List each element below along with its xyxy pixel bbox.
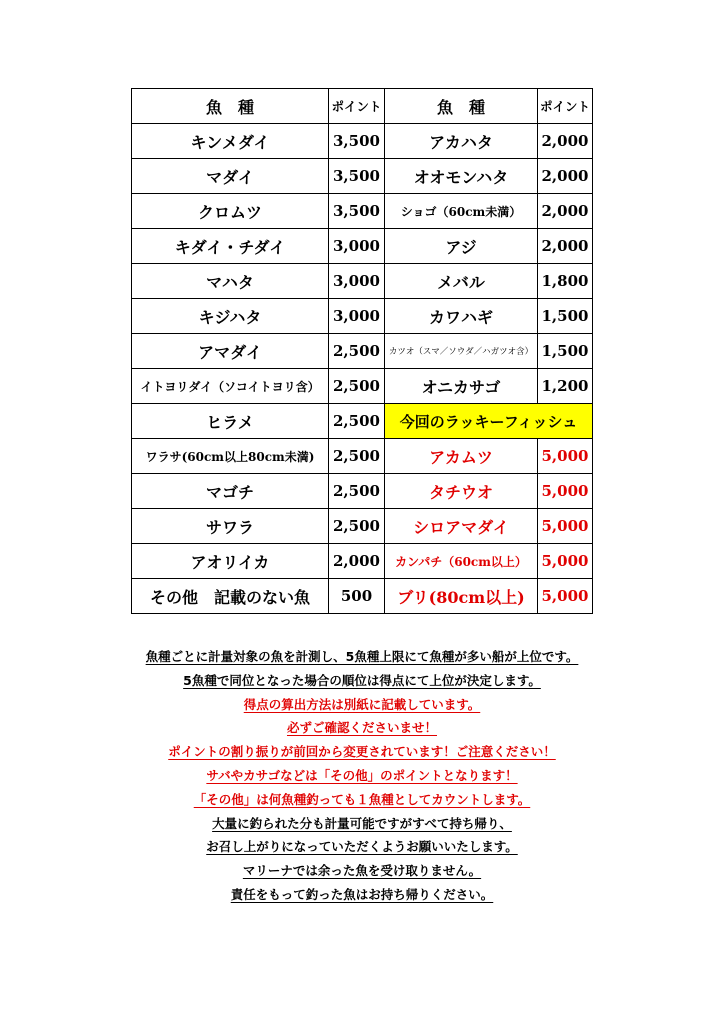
fish-name: カツオ（スマ／ソウダ／ハガツオ含） xyxy=(385,334,538,369)
lucky-fish-title: 今回のラッキーフィッシュ xyxy=(385,404,593,439)
table-row xyxy=(132,334,593,369)
table-row xyxy=(132,194,593,229)
fish-name: マゴチ xyxy=(132,474,329,509)
fish-points: 3,500 xyxy=(329,124,385,159)
lucky-fish-points: 5,000 xyxy=(538,474,593,509)
note-line-warning xyxy=(60,740,664,764)
fish-points: 1,800 xyxy=(538,264,593,299)
fish-points: 1,500 xyxy=(538,334,593,369)
fish-points: 2,000 xyxy=(538,159,593,194)
note-text: 責任をもって釣った魚はお持ち帰りください。 xyxy=(230,886,494,902)
rules-notes xyxy=(60,645,664,907)
note-text: 大量に釣られた分も計量可能ですがすべて持ち帰り、 xyxy=(212,815,512,831)
lucky-fish-points: 5,000 xyxy=(538,544,593,579)
fish-points: 2,500 xyxy=(329,334,385,369)
header-points-left: ポイント xyxy=(329,89,385,124)
fish-points-table xyxy=(131,88,593,614)
fish-name: ショゴ（60cm未満） xyxy=(385,194,538,229)
table-row xyxy=(132,439,593,474)
table-row xyxy=(132,124,593,159)
header-fish-left: 魚 種 xyxy=(132,89,329,124)
note-text: 魚種ごとに計量対象の魚を計測し、5魚種上限にて魚種が多い船が上位です。 xyxy=(145,649,579,664)
lucky-fish-name: タチウオ xyxy=(385,474,538,509)
lucky-fish-name: カンパチ（60cm以上） xyxy=(385,544,538,579)
fish-points: 2,500 xyxy=(329,439,385,474)
fish-points: 3,000 xyxy=(329,229,385,264)
fish-name: クロムツ xyxy=(132,194,329,229)
table-header-row xyxy=(132,89,593,124)
fish-name: オニカサゴ xyxy=(385,369,538,404)
note-text: 5魚種で同位となった場合の順位は得点にて上位が決定します。 xyxy=(183,672,541,688)
note-line xyxy=(60,859,664,883)
fish-name: ワラサ(60cm以上80cm未満) xyxy=(132,439,329,474)
note-line-warning xyxy=(60,693,664,717)
lucky-fish-name: ブリ(80cm以上) xyxy=(385,579,538,614)
note-line xyxy=(60,669,664,693)
table-row xyxy=(132,229,593,264)
note-text: 得点の算出方法は別紙に記載しています。 xyxy=(243,696,481,712)
note-line-warning xyxy=(60,764,664,788)
note-text: サバやカサゴなどは「その他」のポイントとなります！ xyxy=(206,767,518,783)
fish-name: メバル xyxy=(385,264,538,299)
note-text: 「その他」は何魚種釣っても１魚種としてカウントします。 xyxy=(193,791,531,807)
lucky-fish-name: アカムツ xyxy=(385,439,538,474)
note-line xyxy=(60,883,664,907)
fish-points: 500 xyxy=(329,579,385,614)
fish-points: 2,500 xyxy=(329,509,385,544)
fish-name: オオモンハタ xyxy=(385,159,538,194)
fish-points: 2,000 xyxy=(538,124,593,159)
lucky-fish-points: 5,000 xyxy=(538,439,593,474)
fish-points: 2,500 xyxy=(329,369,385,404)
fish-name: キダイ・チダイ xyxy=(132,229,329,264)
header-points-right: ポイント xyxy=(538,89,593,124)
fish-points: 2,000 xyxy=(329,544,385,579)
fish-points: 2,500 xyxy=(329,474,385,509)
table-row xyxy=(132,474,593,509)
fish-name: アカハタ xyxy=(385,124,538,159)
fish-name: アオリイカ xyxy=(132,544,329,579)
fish-points: 1,500 xyxy=(538,299,593,334)
lucky-fish-points: 5,000 xyxy=(538,509,593,544)
fish-name: アマダイ xyxy=(132,334,329,369)
fish-name: カワハギ xyxy=(385,299,538,334)
note-text: 必ずご確認くださいませ！ xyxy=(286,720,437,736)
fish-points: 3,000 xyxy=(329,264,385,299)
table-row xyxy=(132,544,593,579)
fish-points: 1,200 xyxy=(538,369,593,404)
fish-points: 3,000 xyxy=(329,299,385,334)
table-row xyxy=(132,369,593,404)
table-row xyxy=(132,159,593,194)
lucky-fish-points: 5,000 xyxy=(538,579,593,614)
note-line xyxy=(60,645,664,669)
fish-name: ヒラメ xyxy=(132,404,329,439)
note-line-warning xyxy=(60,716,664,740)
fish-points: 2,000 xyxy=(538,194,593,229)
note-line xyxy=(60,812,664,836)
fish-name: その他 記載のない魚 xyxy=(132,579,329,614)
note-text: マリーナでは余った魚を受け取りません。 xyxy=(242,863,482,879)
table-row xyxy=(132,579,593,614)
note-text: ポイントの割り振りが前回から変更されています！ご注意ください！ xyxy=(168,744,556,760)
fish-name: キジハタ xyxy=(132,299,329,334)
fish-points: 3,500 xyxy=(329,159,385,194)
fish-name: サワラ xyxy=(132,509,329,544)
fish-name: イトヨリダイ（ソコイトヨリ含） xyxy=(132,369,329,404)
fish-name: キンメダイ xyxy=(132,124,329,159)
header-fish-right: 魚 種 xyxy=(385,89,538,124)
fish-points: 3,500 xyxy=(329,194,385,229)
lucky-fish-name: シロアマダイ xyxy=(385,509,538,544)
fish-name: アジ xyxy=(385,229,538,264)
fish-name: マハタ xyxy=(132,264,329,299)
table-row xyxy=(132,404,593,439)
note-text: お召し上がりになっていただくようお願いいたします。 xyxy=(206,839,518,855)
fish-points: 2,000 xyxy=(538,229,593,264)
table-row xyxy=(132,264,593,299)
note-line xyxy=(60,835,664,859)
fish-name: マダイ xyxy=(132,159,329,194)
table-row xyxy=(132,299,593,334)
note-line-warning xyxy=(60,788,664,812)
table-row xyxy=(132,509,593,544)
fish-points: 2,500 xyxy=(329,404,385,439)
